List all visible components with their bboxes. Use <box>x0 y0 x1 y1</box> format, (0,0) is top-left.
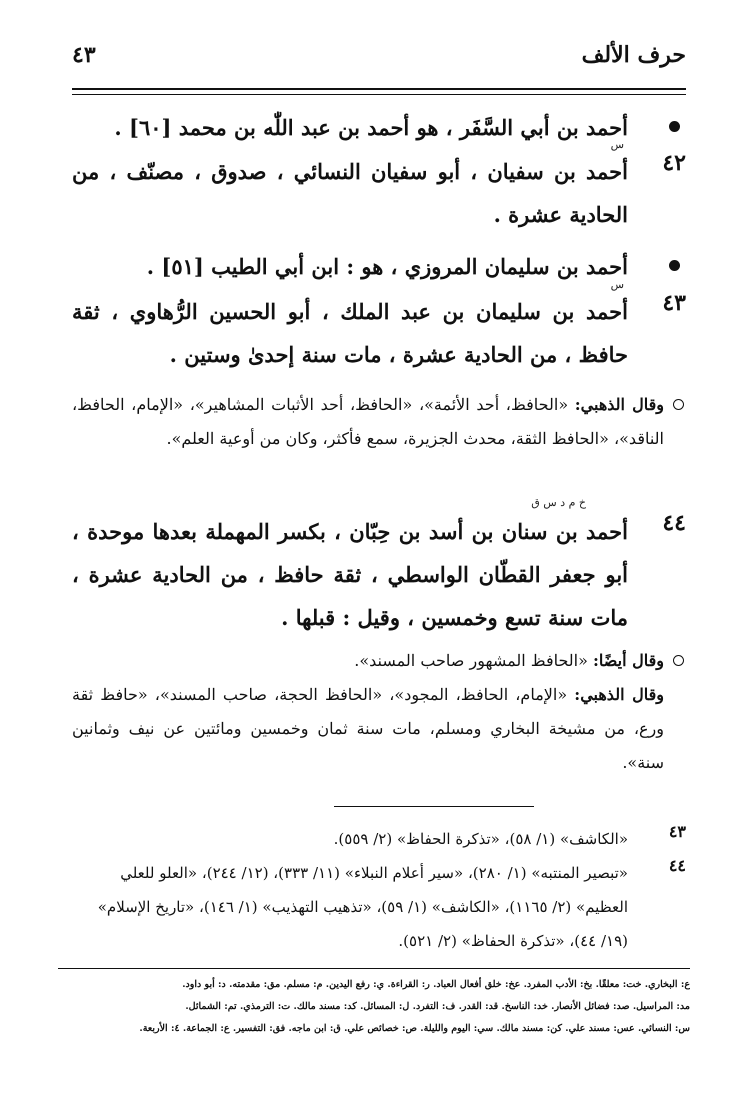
circle-marker-icon <box>673 655 684 666</box>
bullet-icon <box>669 121 680 132</box>
note-44 <box>72 644 686 780</box>
reference-44 <box>72 856 686 958</box>
note-43 <box>72 388 686 456</box>
entry-number: ٤٢ <box>662 150 686 176</box>
entry-bullet <box>72 245 686 288</box>
entry-44 <box>72 496 686 639</box>
rijal-symbol: س <box>610 138 624 151</box>
page-header <box>72 42 686 82</box>
note-text: وقال أيضًا: «الحافظ المشهور صاحب المسند». وقال الذهبي: «الإمام، الحافظ، المجود»، «الحافظ الحجة، صاحب المسند»، «حافظ ثقة ورع، من مشيخة البخاري ومسلم، مات سنة ثمان وخمسين ومائتين عن نيف وثمانين سنة». <box>72 651 664 772</box>
footnote-separator <box>334 806 534 807</box>
header-rule-thin <box>72 94 686 95</box>
reference-text: «تبصير المنتبه» (١/ ٢٨٠)، «سير أعلام النبلاء» (١١/ ٣٣٣)، (١٢/ ٢٤٤)، «العلو للعلي العظيم» (٢/ ١١٦٥)، «الكاشف» (١/ ٥٩)، «تذهيب التهذيب» (١/ ١٤٦)، «تاريخ الإسلام» (١٩/ ٤٤)، «تذكرة الحفاظ» (٢/ ٥٢١). <box>97 864 628 950</box>
entry-42 <box>72 138 686 236</box>
chapter-title: حرف الألف <box>581 42 686 68</box>
abbreviations-line: ع: البخاري. خت: معلقًا. بخ: الأدب المفرد. عخ: خلق أفعال العباد. ر: القراءة. ي: رفع اليدين. م: مسلم. مق: مقدمته. د: أبو داود. <box>182 979 690 990</box>
reference-43 <box>72 822 686 856</box>
entry-text: أحمد بن أبي السَّفَر ، هو أحمد بن عبد اللّٰه بن محمد [٦٠] . <box>114 115 628 140</box>
page-number: ٤٣ <box>72 42 96 68</box>
rijal-symbol: خ م د س ق <box>531 496 586 509</box>
entry-text: أحمد بن سنان بن أسد بن حِبّان ، بكسر المهملة بعدها موحدة ، أبو جعفر القطّان الواسطي ، ثقة حافظ ، من الحادية عشرة ، مات سنة تسع وخمسين ، وقيل : قبلها . <box>72 519 628 630</box>
bullet-icon <box>669 260 680 271</box>
rijal-symbol: س <box>610 278 624 291</box>
abbreviations-key <box>58 974 690 1040</box>
entry-number: ٤٤ <box>662 510 686 536</box>
entry-text: أحمد بن سليمان المروزي ، هو : ابن أبي الطيب [٥١] . <box>146 254 628 279</box>
reference-text: «الكاشف» (١/ ٥٨)، «تذكرة الحفاظ» (٢/ ٥٥٩). <box>333 830 628 848</box>
entry-bullet <box>72 106 686 149</box>
circle-marker-icon <box>673 399 684 410</box>
reference-number: ٤٣ <box>668 822 686 841</box>
book-page <box>72 0 690 1110</box>
entry-text: أحمد بن سليمان بن عبد الملك ، أبو الحسين الرُّهاوي ، ثقة حافظ ، من الحادية عشرة ، مات سنة إحدىٰ وستين . <box>72 299 628 367</box>
note-text: وقال الذهبي: «الحافظ، أحد الأئمة»، «الحافظ، أحد الأثبات المشاهير»، «الإمام، الحافظ، الناقد»، «الحافظ الثقة، محدث الجزيرة، سمع فأكثر، وكان من أوعية العلم». <box>72 395 665 448</box>
reference-number: ٤٤ <box>668 856 686 875</box>
abbreviations-line: مد: المراسيل. صد: فضائل الأنصار. خد: الناسخ. قد: القدر. ف: التفرد. ل: المسائل. كد: مسند مالك. ت: الترمذي. تم: الشمائل. <box>185 1001 690 1012</box>
entry-43 <box>72 278 686 376</box>
abbreviations-rule <box>58 968 690 969</box>
entry-number: ٤٣ <box>662 290 686 316</box>
header-rule-thick <box>72 88 686 90</box>
entry-text: أحمد بن سفيان ، أبو سفيان النسائي ، صدوق ، مصنّف ، من الحادية عشرة . <box>72 159 628 227</box>
abbreviations-line: س: النسائي. عس: مسند علي. كن: مسند مالك. سي: اليوم والليلة. ص: خصائص علي. ق: ابن ماجه. فق: التفسير. ع: الجماعة. ٤: الأربعة. <box>139 1023 690 1034</box>
